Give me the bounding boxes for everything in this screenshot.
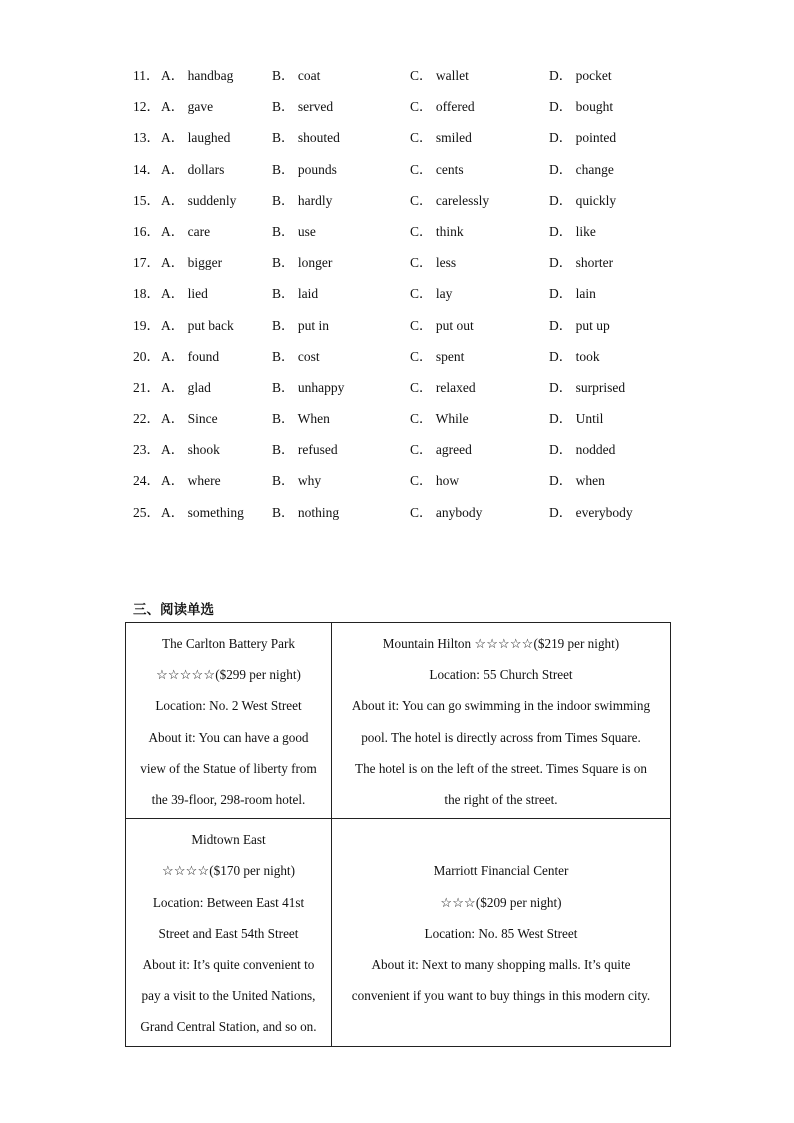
hotel-description: Grand Central Station, and so on. — [140, 1019, 317, 1035]
hotel-name: Marriott Financial Center — [433, 863, 569, 879]
option-d: D． Until — [549, 411, 604, 427]
option-b: B． longer — [272, 255, 333, 271]
option-a: A． laughed — [161, 130, 231, 146]
hotel-description: About it: You can have a good — [148, 729, 309, 745]
question-number: 11． — [133, 68, 160, 83]
option-a: A． bigger — [161, 255, 223, 271]
option-c: C． agreed — [410, 442, 472, 458]
question-number: 25． — [133, 504, 160, 520]
hotel-description: pay a visit to the United Nations, — [141, 988, 316, 1004]
question-number: 21． — [133, 379, 160, 395]
option-c: C． carelessly — [410, 192, 490, 208]
hotel-description: About it: You can go swimming in the indoor swimming — [351, 698, 651, 714]
option-a: A． where — [161, 473, 221, 489]
option-a: A． something — [161, 504, 244, 520]
hotel-location: Location: 55 Church Street — [429, 667, 573, 683]
hotel-name: Midtown East — [191, 832, 266, 848]
option-a: A． shook — [161, 442, 220, 458]
hotel-name: The Carlton Battery Park — [162, 636, 295, 651]
option-a: A． glad — [161, 379, 211, 395]
option-d: D． put up — [549, 317, 610, 333]
option-d: D． everybody — [549, 504, 633, 520]
question-row — [133, 345, 693, 376]
hotel-cell-hilton — [332, 623, 671, 819]
question-row — [133, 220, 693, 251]
option-a: A． found — [161, 348, 220, 364]
option-d: D． when — [549, 473, 605, 489]
question-number: 12． — [133, 99, 160, 115]
option-b: B． hardly — [272, 192, 333, 208]
hotel-location: Location: Between East 41st — [152, 894, 305, 910]
hotel-description: convenient if you want to buy things in this modern city. — [351, 988, 651, 1004]
option-c: C． think — [410, 223, 464, 239]
question-row — [133, 438, 693, 469]
question-row — [133, 189, 693, 220]
option-d: D． like — [549, 223, 596, 239]
option-c: C． cents — [410, 161, 464, 177]
option-d: D． lain — [549, 286, 596, 302]
hotel-description: About it: It’s quite convenient to — [142, 957, 315, 973]
option-b: B． shouted — [272, 130, 340, 146]
option-b: B． why — [272, 473, 322, 489]
hotel-location: Location: No. 85 West Street — [424, 925, 578, 941]
option-a: A． suddenly — [161, 192, 237, 208]
question-row — [133, 501, 693, 532]
option-b: B． served — [272, 99, 334, 115]
hotel-name-rating-price: Mountain Hilton ☆☆☆☆☆($219 per night) — [382, 636, 620, 651]
option-b: B． unhappy — [272, 379, 345, 395]
question-number: 17． — [133, 255, 160, 271]
option-a: A． handbag — [161, 68, 234, 83]
option-b: B． cost — [272, 348, 320, 364]
section-heading: 三、阅读单选 — [133, 602, 214, 618]
option-d: D． pointed — [549, 130, 617, 146]
option-b: B． pounds — [272, 161, 337, 177]
question-number: 15． — [133, 192, 160, 208]
option-c: C． While — [410, 411, 469, 427]
option-c: C． how — [410, 473, 460, 489]
question-row — [133, 407, 693, 438]
option-a: A． dollars — [161, 161, 225, 177]
hotel-cell-carlton — [126, 623, 332, 819]
option-c: C． offered — [410, 99, 475, 115]
option-c: C． smiled — [410, 130, 472, 146]
question-number: 22． — [133, 411, 160, 427]
table-row — [126, 819, 671, 1046]
question-row — [133, 282, 693, 313]
option-b: B． use — [272, 223, 316, 239]
question-number: 19． — [133, 317, 160, 333]
option-d: D． nodded — [549, 442, 616, 458]
option-d: D． took — [549, 348, 600, 364]
option-d: D． bought — [549, 99, 614, 115]
option-d: D． change — [549, 161, 614, 177]
option-a: A． gave — [161, 99, 214, 115]
hotel-description: the right of the street. — [444, 792, 558, 808]
question-number: 24． — [133, 473, 160, 489]
option-c: C． less — [410, 255, 457, 271]
question-row — [133, 95, 693, 126]
hotel-description: About it: Next to many shopping malls. It’s quite — [371, 957, 631, 973]
question-number: 23． — [133, 442, 160, 458]
hotel-cell-marriott — [332, 819, 671, 1046]
hotel-description: view of the Statue of liberty from — [140, 760, 317, 776]
option-c: C． spent — [410, 348, 465, 364]
option-d: D． surprised — [549, 379, 626, 395]
question-row — [133, 126, 693, 157]
option-b: B． nothing — [272, 504, 340, 520]
hotel-description: the 39-floor, 298-room hotel. — [151, 792, 306, 808]
question-row — [133, 158, 693, 189]
option-c: C． put out — [410, 317, 474, 333]
hotel-cell-midtown — [126, 819, 332, 1046]
hotel-rating-price: ☆☆☆($209 per night) — [440, 894, 562, 910]
option-c: C． wallet — [410, 68, 469, 83]
hotel-location: Location: No. 2 West Street — [155, 698, 302, 714]
option-b: B． laid — [272, 286, 319, 302]
option-d: D． pocket — [549, 68, 612, 83]
option-b: B． put in — [272, 317, 330, 333]
option-a: A． lied — [161, 286, 208, 302]
multiple-choice-questions — [133, 64, 693, 532]
hotel-table — [125, 622, 671, 1047]
option-d: D． quickly — [549, 192, 617, 208]
option-d: D． shorter — [549, 255, 614, 271]
option-a: A． Since — [161, 411, 218, 427]
question-number: 13． — [133, 130, 160, 146]
option-c: C． lay — [410, 286, 453, 302]
option-c: C． relaxed — [410, 379, 476, 395]
question-row — [133, 376, 693, 407]
question-row — [133, 314, 693, 345]
question-number: 18． — [133, 286, 160, 302]
option-b: B． When — [272, 411, 330, 427]
hotel-rating-price: ☆☆☆☆($170 per night) — [162, 863, 295, 879]
question-number: 14． — [133, 161, 160, 177]
hotel-description: The hotel is on the left of the street. Times Square is on — [355, 760, 647, 776]
question-row — [133, 64, 693, 95]
question-row — [133, 469, 693, 500]
hotel-rating-price: ☆☆☆☆☆($299 per night) — [156, 667, 301, 683]
option-c: C． anybody — [410, 504, 483, 520]
option-a: A． put back — [161, 317, 234, 333]
hotel-description: pool. The hotel is directly across from Times Square. — [361, 729, 641, 745]
question-number: 20． — [133, 348, 160, 364]
table-row — [126, 623, 671, 819]
option-b: B． refused — [272, 442, 338, 458]
question-row — [133, 251, 693, 282]
question-number: 16． — [133, 223, 160, 239]
option-b: B． coat — [272, 68, 321, 83]
option-a: A． care — [161, 223, 211, 239]
hotel-location: Street and East 54th Street — [158, 925, 299, 941]
